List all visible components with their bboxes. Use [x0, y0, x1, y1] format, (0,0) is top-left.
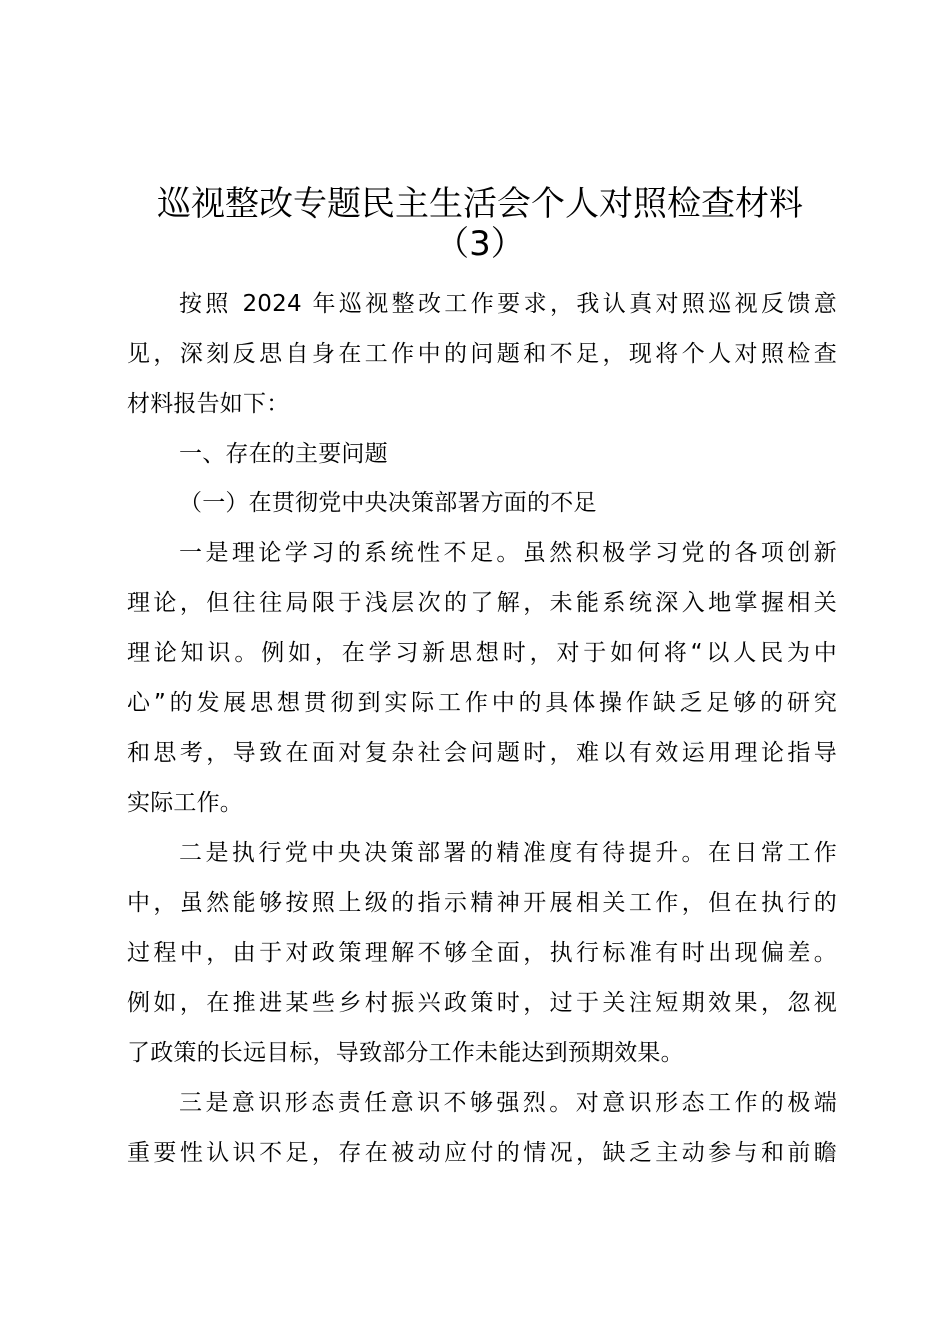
paragraph-line: 中，虽然能够按照上级的指示精神开展相关工作，但在执行的: [127, 890, 837, 916]
paragraph-line: 和思考，导致在面对复杂社会问题时，难以有效运用理论指导: [127, 740, 837, 766]
paragraph-line: 一是理论学习的系统性不足。虽然积极学习党的各项创新: [179, 540, 837, 566]
document-title-number: （3）: [435, 224, 525, 264]
document-title: 巡视整改专题民主生活会个人对照检查材料: [157, 184, 803, 224]
paragraph-line: 过程中，由于对政策理解不够全面，执行标准有时出现偏差。: [127, 940, 837, 966]
paragraph-line: 按照 2024 年巡视整改工作要求，我认真对照巡视反馈意: [179, 291, 837, 317]
paragraph-line: 二是执行党中央决策部署的精准度有待提升。在日常工作: [179, 840, 837, 866]
paragraph-line: 重要性认识不足，存在被动应付的情况，缺乏主动参与和前瞻: [127, 1140, 837, 1166]
section-heading: 一、存在的主要问题: [179, 441, 388, 467]
paragraph-line: 实际工作。: [127, 790, 243, 816]
paragraph-line: 见，深刻反思自身在工作中的问题和不足，现将个人对照检查: [127, 341, 837, 367]
paragraph-line: 材料报告如下：: [127, 391, 290, 417]
paragraph-line: 理论，但往往局限于浅层次的了解，未能系统深入地掌握相关: [127, 590, 837, 616]
subsection-heading: （一）在贯彻党中央决策部署方面的不足: [179, 490, 597, 516]
paragraph-line: 三是意识形态责任意识不够强烈。对意识形态工作的极端: [179, 1090, 837, 1116]
paragraph-line: 了政策的长远目标，导致部分工作未能达到预期效果。: [127, 1040, 684, 1066]
paragraph-line: 理论知识。例如，在学习新思想时，对于如何将“以人民为中: [127, 640, 837, 666]
paragraph-line: 例如，在推进某些乡村振兴政策时，过于关注短期效果，忽视: [127, 990, 837, 1016]
paragraph-line: 心”的发展思想贯彻到实际工作中的具体操作缺乏足够的研究: [127, 690, 837, 716]
